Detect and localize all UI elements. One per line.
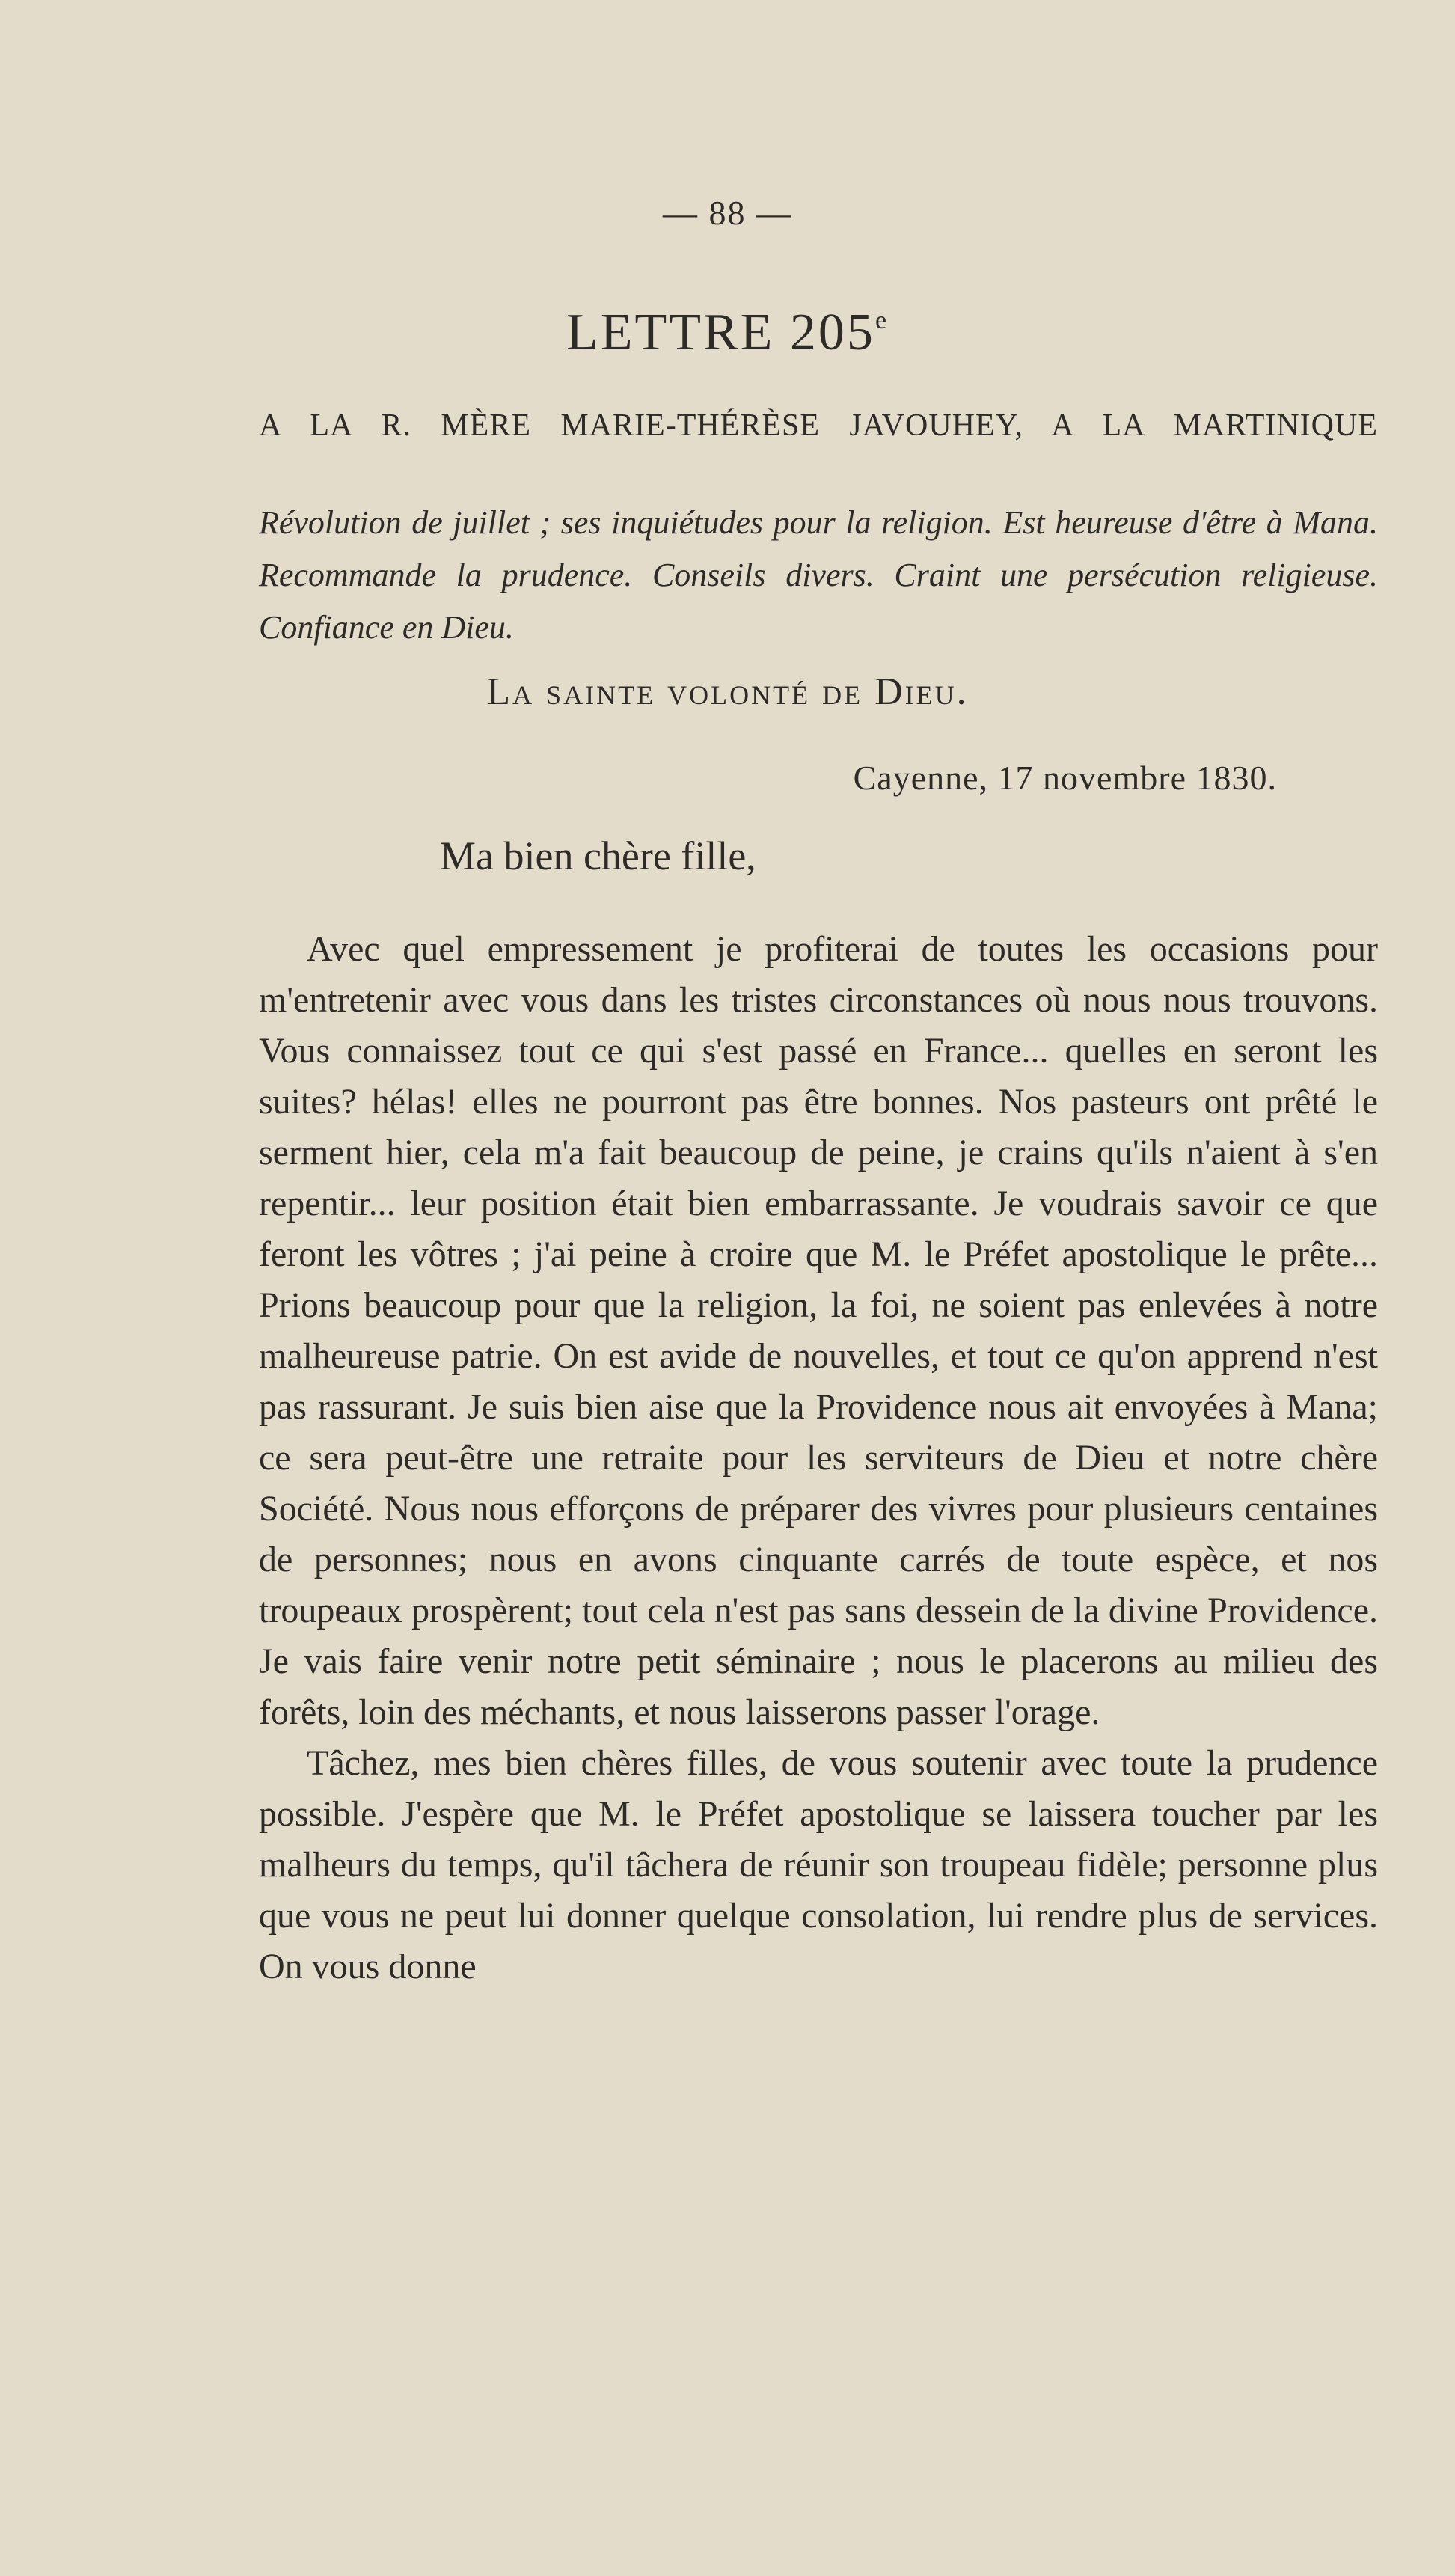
letter-title-text: LETTRE 205 bbox=[566, 304, 875, 361]
page-number: — 88 — bbox=[663, 194, 792, 232]
salutation: Ma bien chère fille, bbox=[440, 833, 756, 878]
place-date: Cayenne, 17 novembre 1830. bbox=[853, 759, 1277, 797]
letter-title-suffix: e bbox=[874, 307, 889, 334]
paragraph: Tâchez, mes bien chères filles, de vous soutenir avec toute la prudence possible. J'espère que M. le Préfet apostolique se laissera toucher par les malheurs du temps, qu'il tâchera de réunir son troupeau fidèle; personne plus que vous ne peut lui donner quelque consolation, lui rendre plus de services. On vous donne bbox=[259, 1743, 1378, 1986]
letter-title bbox=[0, 303, 1455, 363]
letter-motto: La sainte volonté de Dieu. bbox=[486, 670, 969, 713]
letter-body bbox=[259, 924, 1378, 1992]
letter-summary: Révolution de juillet ; ses inquiétudes pour la religion. Est heureuse d'être à Mana. Recommande la prudence. Conseils divers. Craint une persécution religieuse. Confiance en Dieu. bbox=[259, 504, 1378, 646]
paragraph: Avec quel empressement je profiterai de toutes les occasions pour m'entretenir avec vous dans les tristes circonstances où nous nous trouvons. Vous connaissez tout ce qui s'est passé en France... quelles en seront les suites? hélas! elles ne pourront pas être bonnes. Nos pasteurs ont prêté le serment hier, cela m'a fait beaucoup de peine, je crains qu'ils n'aient à s'en repentir... leur position était bien embarrassante. Je voudrais savoir ce que feront les vôtres ; j'ai peine à croire que M. le Préfet apostolique le prête... Prions beaucoup pour que la religion, la foi, ne soient pas enlevées à notre malheureuse patrie. On est avide de nouvelles, et tout ce qu'on apprend n'est pas rassurant. Je suis bien aise que la Providence nous ait envoyées à Mana; ce sera peut-être une retraite pour les serviteurs de Dieu et notre chère Société. Nous nous efforçons de préparer des vivres pour plusieurs centaines de personnes; nous en avons cinquante carrés de toute espèce, et nos troupeaux prospèrent; tout cela n'est pas sans dessein de la divine Providence. Je vais faire venir notre petit séminaire ; nous le placerons au milieu des forêts, loin des méchants, et nous laisserons passer l'orage. bbox=[259, 929, 1378, 1732]
letter-recipient: A LA R. MÈRE MARIE-THÉRÈSE JAVOUHEY, A LA MARTINIQUE bbox=[259, 409, 1378, 443]
